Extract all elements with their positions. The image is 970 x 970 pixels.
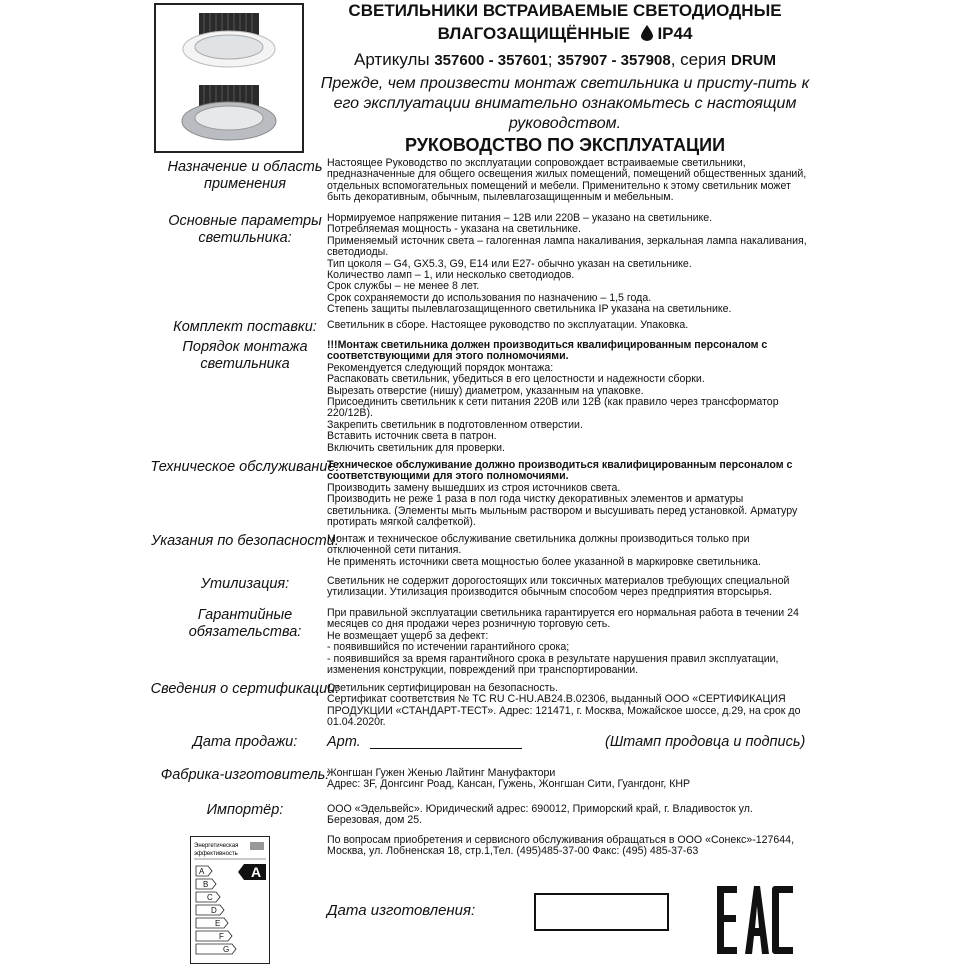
doc-title-text: ВЛАГОЗАЩИЩЁННЫЕ (437, 24, 630, 43)
mounting-line: Распаковать светильник, убедиться в его целостности и надежности сборки. (327, 373, 705, 386)
series-prefix: , серия (670, 50, 727, 69)
mounting-line: Рекомендуется следующий порядок монтажа: (327, 361, 554, 374)
safety-line: Монтаж и техническое обслуживание светильника должны производиться только при отключенной сети питания. (327, 533, 750, 557)
mounting-line: Вставить источник света в патрон. (327, 430, 497, 443)
label-disposal: Утилизация: (200, 576, 290, 592)
water-drop-icon (641, 25, 653, 46)
label-mounting: Порядок монтажа светильника (182, 339, 308, 372)
importer-service-line: По вопросам приобретения и сервисного обслуживания обращаться в ООО «Сонекс»-127644, Москва, ул. Лобненская 18, стр.1,Тел. (495)485-37-00 Факс: (495) 485-37-63 (327, 833, 795, 858)
energy-class-g-bar (196, 944, 236, 954)
sale-art-underline (370, 748, 522, 749)
energy-class-b: B (203, 880, 209, 889)
label-certification: Сведения о сертификации: (150, 681, 340, 697)
text-importer (327, 804, 807, 858)
warranty-line: При правильной эксплуатации светильника гарантируется его нормальная работа в течении 24 месяцев со дня продажи через розничную торговую сеть. (327, 607, 799, 631)
mounting-line: Вырезать отверстие (нишу) диаметром, указанным на упаковке. (327, 384, 644, 397)
purpose-text: Настоящее Руководство по эксплуатации сопровождает встраиваемые светильники, предназначенные для общего освещения жилых помещений, помещений общественных зданий, отдельных вспомогательных помещений и мебели. Применительно к этому светильник может быть декоративным, обычным, пылевлагозащищенным и мебельным. (327, 157, 807, 204)
energy-class-f: F (219, 932, 224, 941)
params-line: Количество ламп – 1, или несколько светодиодов. (327, 269, 575, 282)
params-line: Потребляемая мощность - указана на светильнике. (327, 223, 581, 236)
energy-class-e-bar (196, 918, 228, 928)
label-factory: Фабрика-изготовитель: (160, 767, 330, 783)
energy-caption-2: эффективность (194, 851, 238, 857)
intro-text: Прежде, чем произвести монтаж светильника и присту-пить к его эксплуатации внимательно ознакомьтесь с настоящим руководством. (320, 75, 810, 132)
label-manufacture-date: Дата изготовления: (327, 902, 476, 919)
label-kit: Комплект поставки: (173, 319, 317, 335)
safety-line: Не применять источники света мощностью более указанной в маркировке светильника. (327, 555, 761, 568)
label-sale-date: Дата продажи: (192, 734, 298, 750)
manual-title: РУКОВОДСТВО ПО ЭКСПЛУАТАЦИИ (404, 135, 726, 155)
sale-art-label: Арт. (327, 734, 361, 750)
energy-class-a: A (199, 867, 205, 876)
articles-range-2: 357907 - 357908 (557, 52, 671, 69)
mounting-line: Присоединить светильник к сети питания 220В или 12В (как правило через трансформатор 220/12В). (327, 396, 779, 420)
series-name: DRUM (730, 52, 776, 69)
label-importer: Импортёр: (206, 802, 284, 818)
energy-class-d-bar (196, 905, 224, 915)
text-params (327, 213, 807, 316)
label-safety: Указания по безопасности: (151, 533, 339, 549)
text-mounting (327, 340, 807, 454)
text-disposal (327, 576, 807, 599)
text-certification (327, 683, 807, 729)
text-maintenance (327, 460, 807, 528)
eac-mark (715, 880, 795, 960)
kit-text: Светильник в сборе. Настоящее руководство по эксплуатации. Упаковка. (327, 319, 689, 331)
params-line: Тип цоколя – G4, GX5.3, G9, E14 или E27- обычно указан на светильнике. (327, 257, 692, 270)
params-line: Степень защиты пылевлагозащищенного светильника IP указана на светильнике. (327, 303, 732, 316)
text-kit (327, 320, 807, 331)
warranty-line: - появившийся за время гарантийного срока в результате нарушения правил эксплуатации, изменения конструкции, повреждений при транспортировании. (327, 652, 779, 677)
params-line: Применяемый источник света – галогенная лампа накаливания, зеркальная лампа накаливания, светодиоды. (327, 234, 807, 259)
doc-title-line2 (310, 23, 820, 46)
energy-efficiency-label (190, 836, 270, 964)
certification-line: Светильник сертифицирован на безопасность. (327, 682, 558, 694)
product-photo (154, 3, 304, 153)
factory-line: Жонгшан Гужен Женью Лайтинг Мануфактори (327, 767, 556, 779)
label-purpose: Назначение и область применения (167, 159, 323, 192)
label-params: Основные параметры светильника: (168, 213, 322, 246)
articles-line (310, 50, 820, 70)
label-warranty: Гарантийные обязательства: (188, 607, 302, 640)
energy-class-f-bar (196, 931, 232, 941)
certification-line: Сертификат соответствия № ТС RU C-HU.AB24.B.02306, выданный ООО «СЕРТИФИКАЦИЯ ПРОДУКЦИИ «СТАНДАРТ-ТЕСТ». Адрес: 121471, г. Москва, Можайское шоссе, д.29, на срок до 01.04.2020г. (327, 693, 801, 729)
energy-class-d: D (211, 906, 217, 915)
energy-logo (250, 842, 264, 850)
warranty-line: - появившийся по истечении гарантийного срока; (327, 641, 570, 654)
mounting-line: Включить светильник для проверки. (327, 441, 505, 454)
warranty-line: Не возмещает ущерб за дефект: (327, 629, 489, 642)
manufacture-date-box (534, 893, 669, 931)
maintenance-warning: Техническое обслуживание должно производиться квалифицированным персоналом с соответствующими для этого полномочиями. (327, 459, 793, 483)
text-warranty (327, 608, 807, 676)
articles-prefix: Артикулы (354, 50, 430, 69)
disposal-text: Светильник не содержит дорогостоящих или токсичных материалов требующих специальной утилизации. Утилизация производится обычным способом через предприятия вторсырья. (327, 575, 790, 599)
params-line: Нормируемое напряжение питания – 12В или 220В – указано на светильнике. (327, 212, 713, 224)
maintenance-line: Производить замену вышедших из строя источников света. (327, 481, 621, 494)
text-factory (327, 768, 807, 791)
energy-class-e: E (215, 919, 221, 928)
ip-rating: IP44 (657, 24, 693, 43)
params-line: Срок службы – не менее 8 лет. (327, 280, 480, 293)
articles-sep: ; (547, 50, 553, 69)
energy-caption-1: Энергетическая (194, 843, 239, 849)
energy-class-g: G (223, 945, 230, 954)
mounting-line: Закрепить светильник в подготовленном отверстии. (327, 418, 583, 431)
text-safety (327, 534, 807, 568)
factory-line: Адрес: 3F, Донгсинг Роад, Кансан, Гужень, Жонгшан Сити, Гуангдонг, КНР (327, 778, 691, 791)
label-maintenance: Техническое обслуживание: (150, 459, 340, 475)
seller-stamp-note: (Штамп продовца и подпись) (605, 734, 806, 750)
importer-line: ООО «Эдельвейс». Юридический адрес: 690012, Приморский край, г. Владивосток ул. Березовая, дом 25. (327, 803, 753, 827)
articles-range-1: 357600 - 357601 (434, 52, 548, 69)
maintenance-line: Производить не реже 1 раза в пол года чистку декоративных элементов и арматуры светильника. (Элементы мыть мыльным раствором и высушивать перед установкой. Арматуру протирать мягкой салфеткой). (327, 493, 798, 529)
energy-class-c: C (207, 893, 213, 902)
doc-title-line1: СВЕТИЛЬНИКИ ВСТРАИВАЕМЫЕ СВЕТОДИОДНЫЕ (348, 1, 782, 20)
mounting-warning: !!!Монтаж светильника должен производиться квалифицированным персоналом с соответствующими для этого полномочиями. (327, 339, 768, 363)
text-purpose (327, 158, 807, 204)
energy-rating-value: A (251, 864, 262, 880)
params-line: Срок сохраняемости до использования по назначению – 1,5 года. (327, 291, 652, 304)
